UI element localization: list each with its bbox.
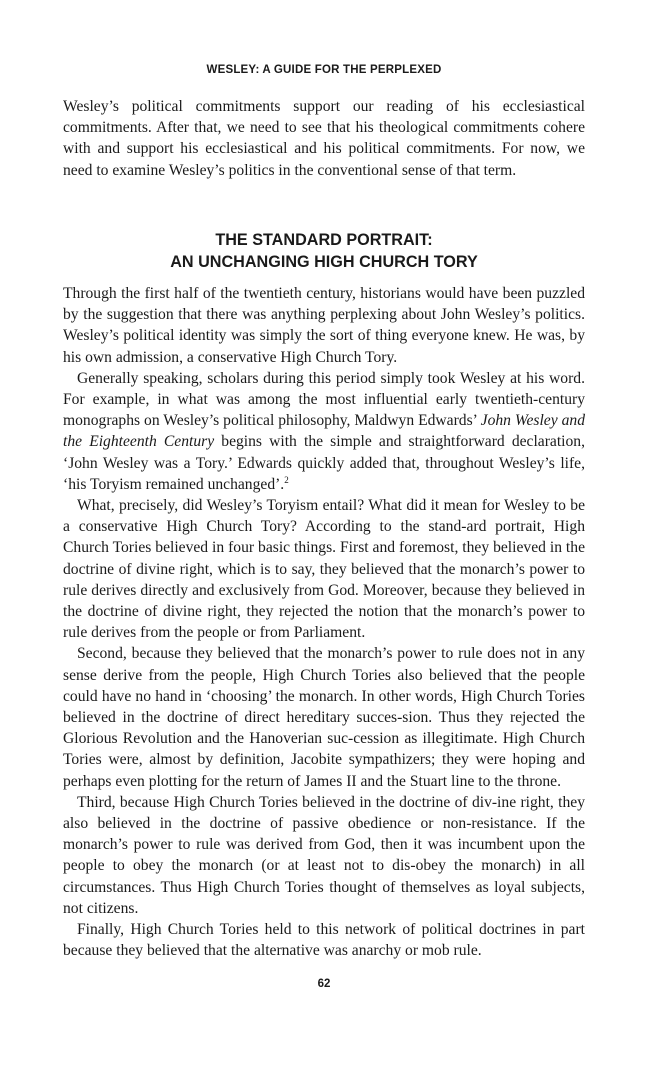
section-heading-line-1: THE STANDARD PORTRAIT: <box>215 231 433 249</box>
intro-paragraph: Wesley’s political commitments support our reading of his ecclesiastical commitments. After that, we need to see that his theological commitments cohere with and support his ecclesiastical and his political commitments. For now, we need to examine Wesley’s politics in the conventional sense of that term. <box>63 98 585 179</box>
paragraph-5: Third, because High Church Tories believed in the doctrine of div-ine right, they also believed in the doctrine of passive obedience or non-resistance. If the monarch’s power to rule was derived from God, then it was incumbent upon the people to obey the monarch (or at least not to dis-obey the monarch) in all circumstances. Thus High Church Tories thought of themselves as loyal subjects, not citizens. <box>63 793 585 917</box>
section-heading-line-2: AN UNCHANGING HIGH CHURCH TORY <box>170 253 478 271</box>
paragraph-2-text-a: Generally speaking, scholars during this period simply took Wesley at his word. For example, in what was among the most influential early twentieth-century monographs on Wesley’s political philosophy, Maldwyn Edwards’ <box>63 369 585 430</box>
paragraph-4: Second, because they believed that the monarch’s power to rule does not in any sense derive from the people, High Church Tories also believed that the people could have no hand in ‘choosing’ the monarch. In other words, High Church Tories believed in the doctrine of direct hereditary succes-sion. Thus they rejected the Glorious Revolution and the Hanoverian suc-cession as illegitimate. High Church Tories were, almost by definition, Jacobite sympathizers; they were hoping and perhaps even plotting for the return of James II and the Stuart line to the throne. <box>63 645 585 790</box>
paragraph-2-text-b: begins with the simple and straightforward declaration, ‘John Wesley was a Tory.’ Edwards quickly added that, throughout Wesley’s life, ‘his Toryism remained unchanged’. <box>63 433 585 493</box>
paragraph-3: What, precisely, did Wesley’s Toryism entail? What did it mean for Wesley to be a conservative High Church Tory? According to the stand-ard portrait, High Church Tories believed in four basic things. First and foremost, they believed in the doctrine of divine right, which is to say, they believed that the monarch’s power to rule derives directly and exclusively from God. Moreover, because they believed in the doctrine of divine right, they rejected the notion that the monarch’s power to rule derives from the people or from Parliament. <box>63 497 585 642</box>
paragraph-1: Through the first half of the twentieth century, historians would have been puzzled by the suggestion that there was anything perplexing about John Wesley’s politics. Wesley’s political identity was simply the sort of thing everyone knew. He was, by his own admission, a conservative High Church Tory. <box>63 285 585 366</box>
section-body <box>63 283 585 962</box>
running-head: WESLEY: A GUIDE FOR THE PERPLEXED <box>206 64 442 76</box>
book-title: John Wesley and the Eighteenth Century <box>63 412 585 451</box>
section-heading <box>63 229 585 273</box>
paragraph-6: Finally, High Church Tories held to this network of political doctrines in part because they believed that the alternative was anarchy or mob rule. <box>63 921 585 960</box>
paragraph-2 <box>63 368 585 495</box>
footnote-marker: 2 <box>284 474 289 485</box>
page-number: 62 <box>317 978 331 990</box>
